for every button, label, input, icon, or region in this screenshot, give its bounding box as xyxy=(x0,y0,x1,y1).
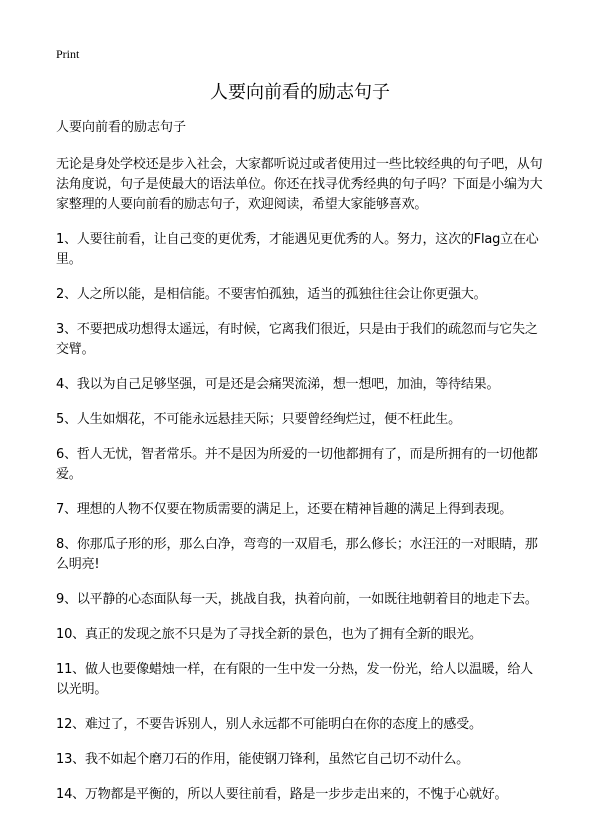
quote-item-10: 10、真正的发现之旅不只是为了寻找全新的景色，也为了拥有全新的眼光。 xyxy=(56,627,482,642)
quote-item-9: 9、以平静的心态面队每一天，挑战自我，执着向前，一如既往地朝着目的地走下去。 xyxy=(56,592,538,607)
quote-item-2: 2、人之所以能，是相信能。不要害怕孤独，适当的孤独往往会让你更强大。 xyxy=(56,287,487,302)
quote-item-1: 1、人要往前看，让自己变的更优秀，才能遇见更优秀的人。努力，这次的Flag立在心里。 xyxy=(56,232,539,267)
quote-item-11: 11、做人也要像蜡烛一样，在有限的一生中发一分热，发一份光，给人以温暖，给人以光明。 xyxy=(56,662,533,697)
print-link[interactable]: Print xyxy=(56,47,80,61)
intro-paragraph: 无论是身处学校还是步入社会，大家都听说过或者使用过一些比较经典的句子吧，从句法角度说，句子是使最大的语法单位。你还在找寻优秀经典的句子吗？下面是小编为大家整理的人要向前看的励志句子，欢迎阅读，希望大家能够喜欢。 xyxy=(56,157,543,212)
article-subtitle: 人要向前看的励志句子 xyxy=(56,120,187,135)
quote-item-3: 3、不要把成功想得太遥远，有时候，它离我们很近，只是由于我们的疏忽而与它失之交臂。 xyxy=(56,322,538,357)
quote-item-14: 14、万物都是平衡的，所以人要往前看，路是一步步走出来的，不愧于心就好。 xyxy=(56,787,508,802)
quote-item-6: 6、哲人无忧，智者常乐。并不是因为所爱的一切他都拥有了，而是所拥有的一切他都爱。 xyxy=(56,447,538,482)
quote-item-12: 12、难过了，不要告诉别人，别人永远都不可能明白在你的态度上的感受。 xyxy=(56,717,482,732)
quote-item-4: 4、我以为自己足够坚强，可是还是会痛哭流涕，想一想吧，加油，等待结果。 xyxy=(56,377,500,392)
quote-item-7: 7、理想的人物不仅要在物质需要的满足上，还要在精神旨趣的满足上得到表现。 xyxy=(56,502,513,517)
quote-item-8: 8、你那瓜子形的形，那么白净，弯弯的一双眉毛，那么修长；水汪汪的一对眼睛，那么明亮! xyxy=(56,537,538,572)
quote-item-5: 5、人生如烟花，不可能永远悬挂天际；只要曾经绚烂过，便不枉此生。 xyxy=(56,412,461,427)
quote-item-13: 13、我不如起个磨刀石的作用，能使钢刀锋利，虽然它自己切不动什么。 xyxy=(56,752,469,767)
page-title: 人要向前看的励志句子 xyxy=(210,82,390,103)
